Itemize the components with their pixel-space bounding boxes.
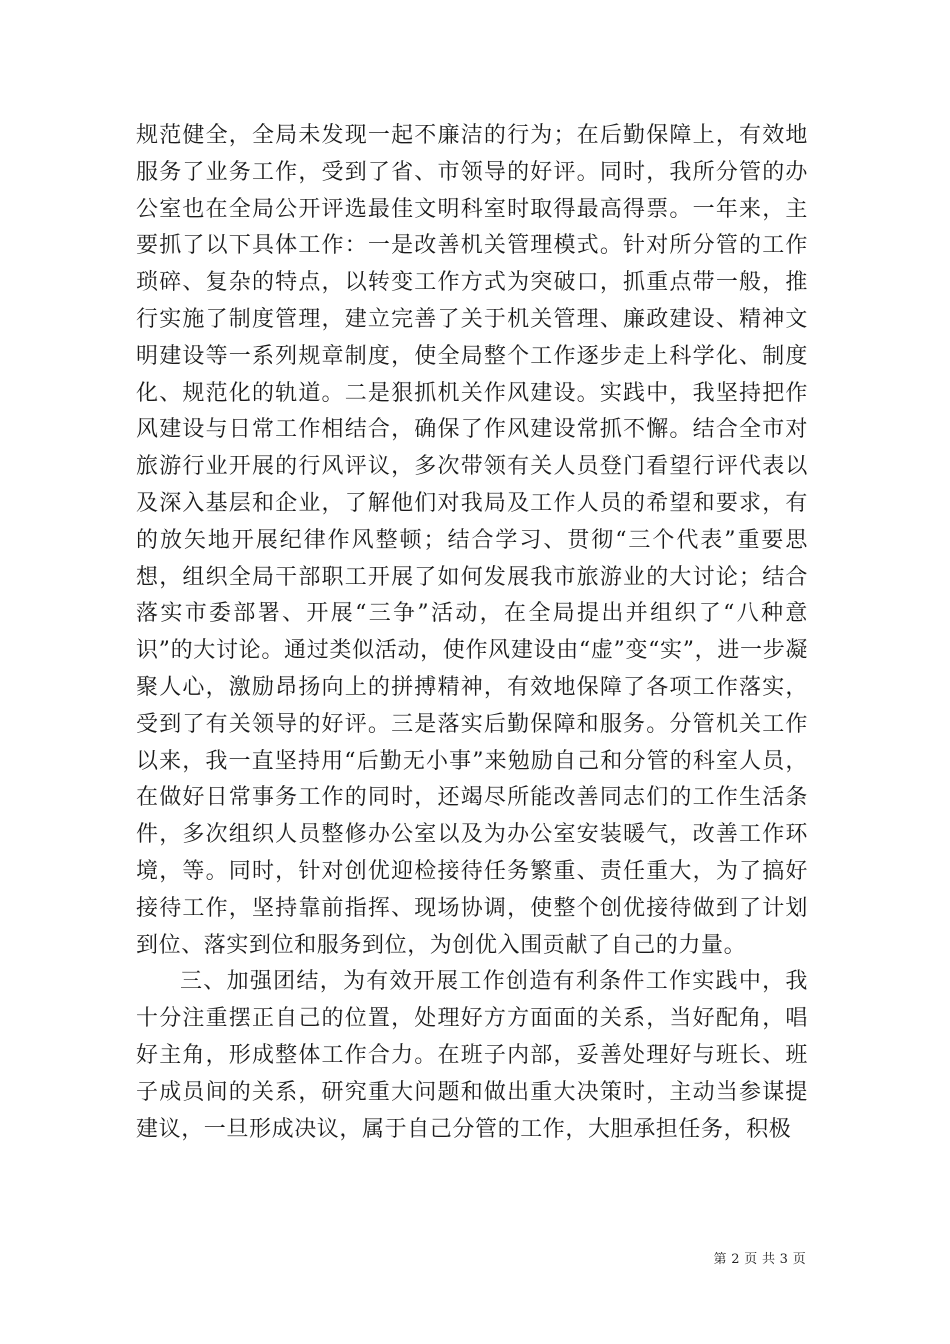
page-number: 第 2 页 共 3 页	[713, 1252, 806, 1267]
paragraph-1: 规范健全，全局未发现一起不廉洁的行为；在后勤保障上，有效地服务了业务工作，受到了省、市领导的好评。同时，我所分管的办公室也在全局公开评选最佳文明科室时取得最高得票。一年来，主要抓了以下具体工作：一是改善机关管理模式。针对所分管的工作琐碎、复杂的特点，以转变工作方式为突破口，抓重点带一般，推行实施了制度管理，建立完善了关于机关管理、廉政建设、精神文明建设等一系列规章制度，使全局整个工作逐步走上科学化、制度化、规范化的轨道。二是狠抓机关作风建设。实践中，我坚持把作风建设与日常工作相结合，确保了作风建设常抓不懈。结合全市对旅游行业开展的行风评议，多次带领有关人员登门看望行评代表以及深入基层和企业，了解他们对我局及工作人员的希望和要求，有的放矢地开展纪律作风整顿；结合学习、贯彻“三个代表”重要思想，组织全局干部职工开展了如何发展我市旅游业的大讨论；结合落实市委部署、开展“三争”活动，在全局提出并组织了“八种意识”的大讨论。通过类似活动，使作风建设由“虚”变“实”，进一步凝聚人心，激励昂扬向上的拼搏精神，有效地保障了各项工作落实，受到了有关领导的好评。三是落实后勤保障和服务。分管机关工作以来，我一直坚持用“后勤无小事”来勉励自己和分管的科室人员，在做好日常事务工作的同时，还竭尽所能改善同志们的工作生活条件，多次组织人员整修办公室以及为办公室安装暖气，改善工作环境，等。同时，针对创优迎检接待任务繁重、责任重大，为了搞好接待工作，坚持靠前指挥、现场协调，使整个创优接待做到了计划到位、落实到位和服务到位，为创优入围贡献了自己的力量。	[136, 123, 808, 958]
paragraph-2: 三、加强团结，为有效开展工作创造有利条件工作实践中，我十分注重摆正自己的位置，处理好方方面面的关系，当好配角，唱好主角，形成整体工作合力。在班子内部，妥善处理好与班长、班子成员间的关系，研究重大问题和做出重大决策时，主动当参谋提建议，一旦形成决议，属于自己分管的工作，大胆承担任务，积极	[136, 969, 808, 1142]
body-text	[136, 118, 808, 1148]
